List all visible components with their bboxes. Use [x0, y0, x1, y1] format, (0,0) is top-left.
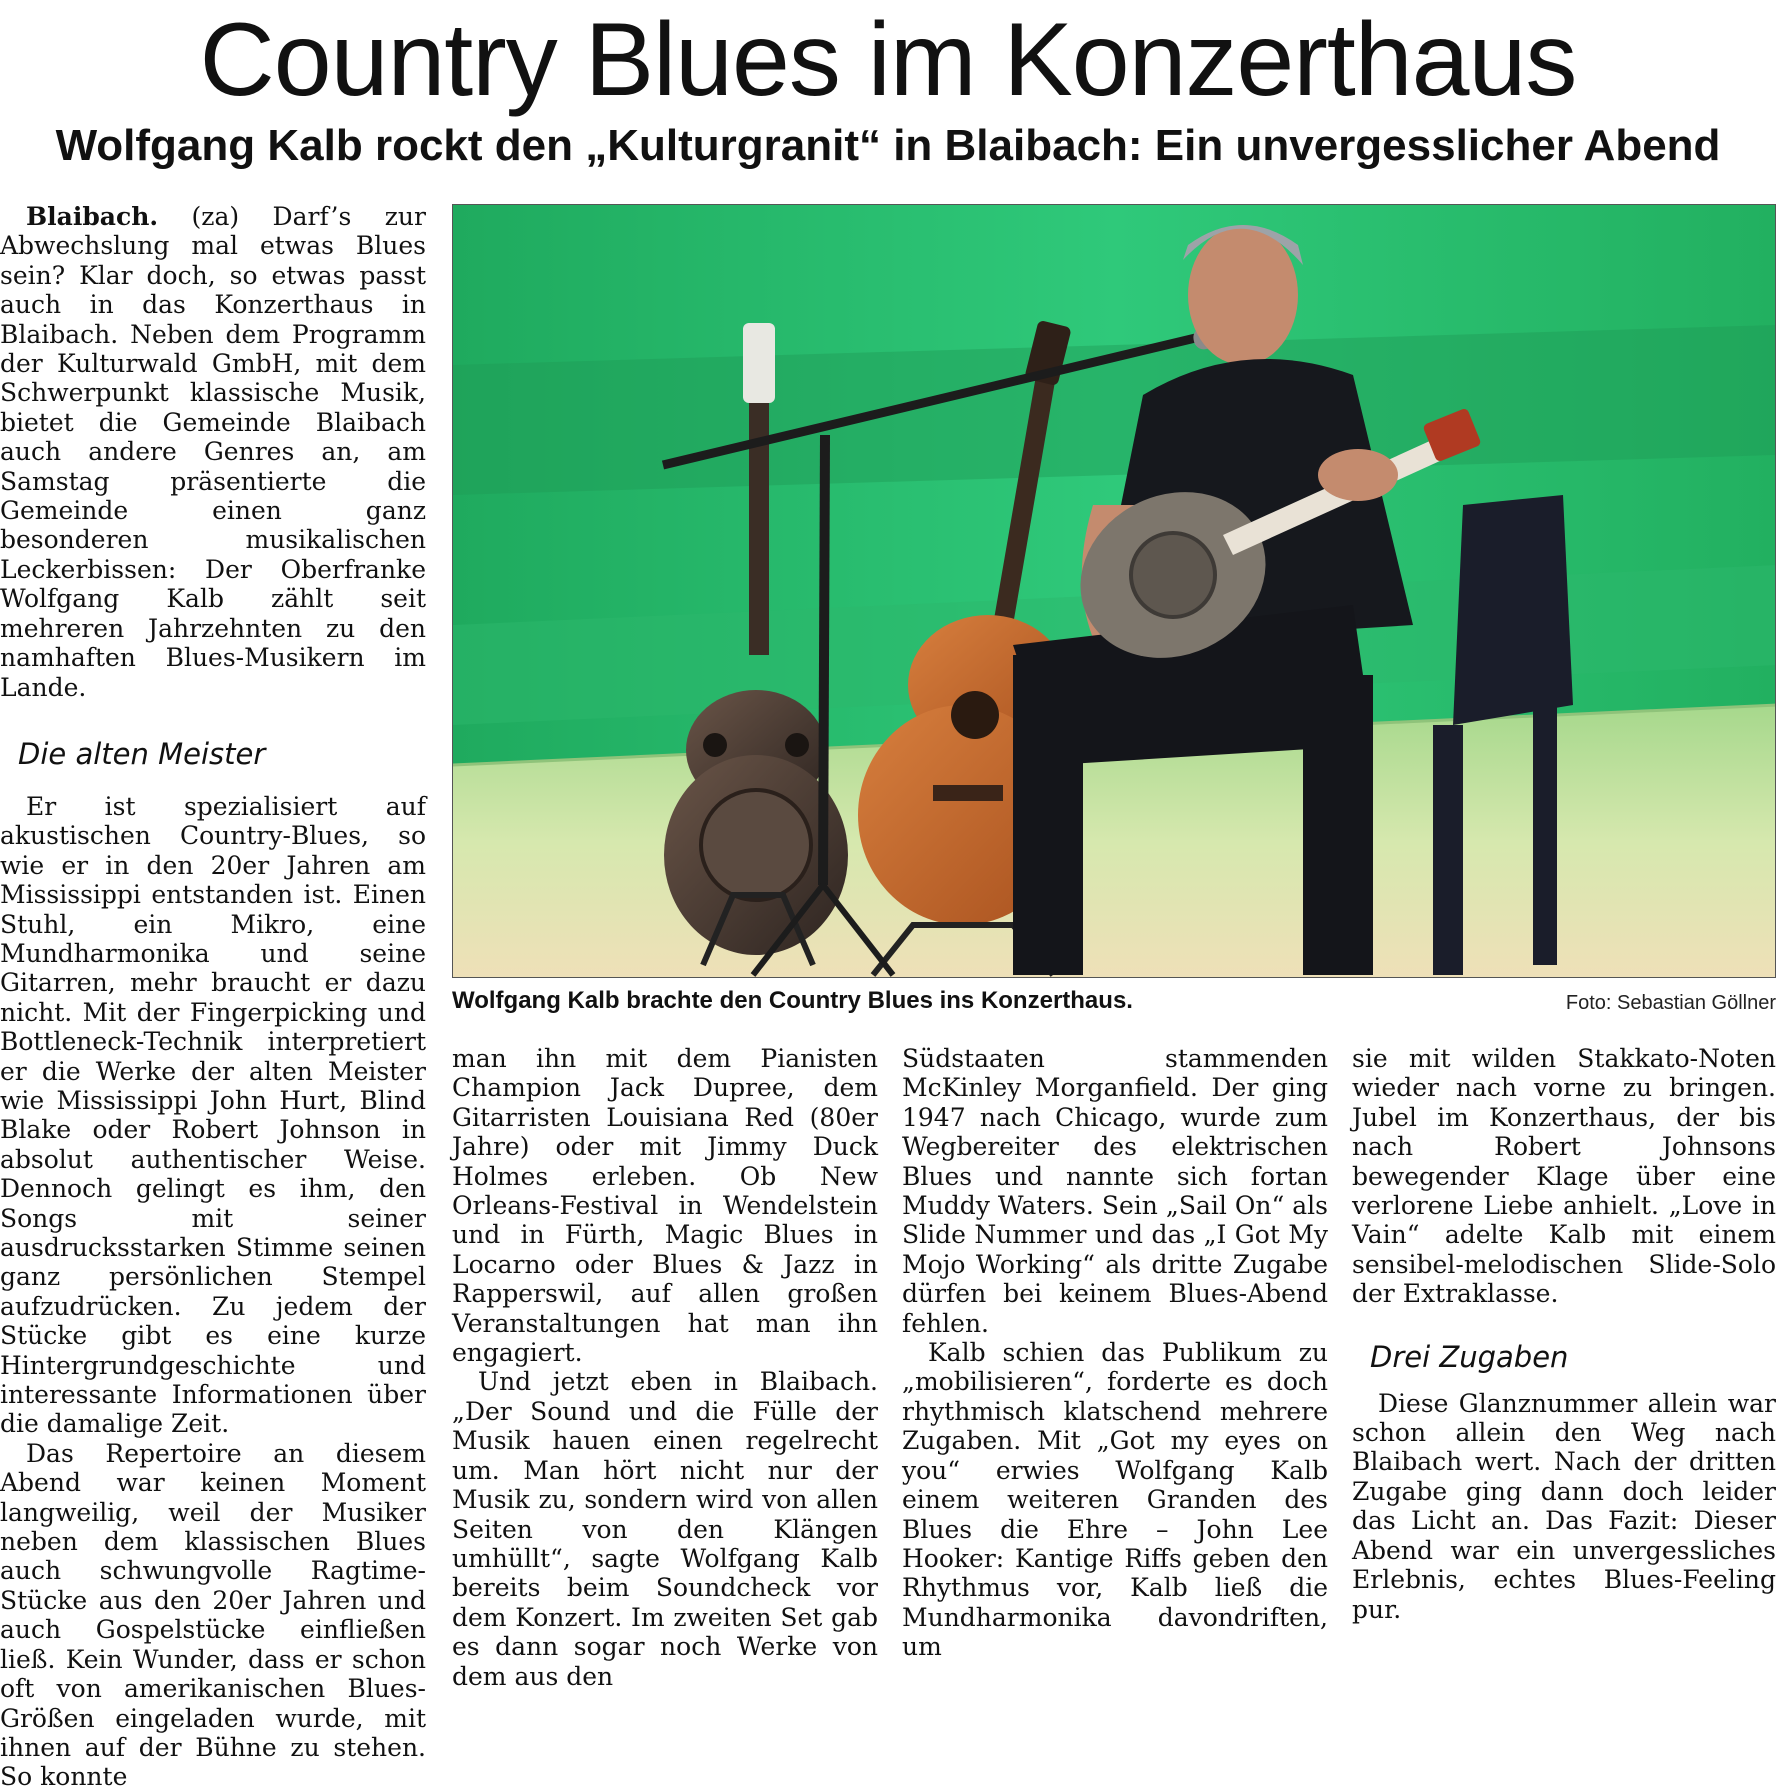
paragraph: sie mit wilden Stakkato-Noten wieder nach vorne zu bringen. Jubel im Konzerthaus, der bis nach Robert Johnsons bewegender Klage über eine verlorene Liebe anhielt. „Love in Vain“ adelte Kalb mit einem sensibel-melodischen Slide-Solo der Extraklasse. — [1352, 1044, 1776, 1309]
dateline: Blaibach. — [26, 202, 159, 231]
paragraph: Und jetzt eben in Blaibach. „Der Sound und die Fülle der Musik hauen einen regelrecht um. Man hört nicht nur der Musik zu, sondern wird von allen Seiten von den Klängen umhüllt“, sagte Wolfgang Kalb bereits beim Soundcheck vor dem Konzert. Im zweiten Set gab es dann sogar noch Werke von dem aus den — [452, 1367, 878, 1691]
subheading-drei-zugaben: Drei Zugaben — [1370, 1339, 1569, 1374]
subheadline: Wolfgang Kalb rockt den „Kulturgranit“ in Blaibach: Ein unvergesslicher Abend — [55, 121, 1721, 170]
article-column-2 — [452, 1044, 878, 1691]
photo-credit: Foto: Sebastian Göllner — [1565, 992, 1776, 1014]
concert-photo — [452, 204, 1776, 978]
paragraph: Er ist spezialisiert auf akustischen Country-Blues, so wie er in den 20er Jahren am Mississippi entstanden ist. Einen Stuhl, ein Mikro, eine Mundharmonika und seine Gitarren, mehr braucht er dazu nicht. Mit der Fingerpicking und Bottleneck-Technik interpretiert er die Werke der alten Meister wie Mississippi John Hurt, Blind Blake oder Robert Johnson in absolut authentischer Weise. Dennoch gelingt es ihm, den Songs mit seiner ausdrucksstarken Stimme seinen ganz persönlichen Stempel aufzudrücken. Zu jedem der Stücke gibt es eine kurze Hintergrundgeschichte und interessante Informationen über die damalige Zeit. — [0, 791, 426, 1439]
article-column-1 — [0, 202, 426, 1792]
article-column-3 — [902, 1044, 1328, 1662]
photo-caption: Wolfgang Kalb brachte den Country Blues ins Konzerthaus. — [452, 987, 1133, 1014]
paragraph: Südstaaten stammenden McKinley Morganfield. Der ging 1947 nach Chicago, wurde zum Wegbereiter des elektrischen Blues und nannte sich fortan Muddy Waters. Sein „Sail On“ als Slide Nummer und das „I Got My Mojo Working“ als dritte Zugabe dürfen bei keinem Blues-Abend fehlen. — [902, 1044, 1328, 1338]
headline: Country Blues im Konzerthaus — [199, 2, 1577, 118]
paragraph: Diese Glanznummer allein war schon allein den Weg nach Blaibach wert. Nach der dritten Zugabe ging dann doch leider das Licht an. Das Fazit: Dieser Abend war ein unvergessliches Erlebnis, echtes Blues-Feeling pur. — [1352, 1388, 1776, 1624]
paragraph: Kalb schien das Publikum zu „mobilisieren“, forderte es doch rhythmisch klatschend mehrere Zugaben. Mit „Got my eyes on you“ erwies Wolfgang Kalb einem weiteren Granden des Blues die Ehre – John Lee Hooker: Kantige Riffs geben den Rhythmus vor, Kalb ließ die Mundharmonika davondriften, um — [902, 1338, 1328, 1662]
paragraph: man ihn mit dem Pianisten Champion Jack Dupree, dem Gitarristen Louisiana Red (80er Jahre) oder mit Jimmy Duck Holmes erleben. Ob New Orleans-Festival in Wendelstein und in Fürth, Magic Blues in Locarno oder Blues & Jazz in Rapperswil, auf allen großen Veranstaltungen hat man ihn engagiert. — [452, 1044, 878, 1368]
intro-paragraph — [0, 202, 426, 702]
article-column-4 — [1352, 1044, 1776, 1624]
intro-text: (za) Darf’s zur Abwechslung mal etwas Blues sein? Klar doch, so etwas passt auch in das Konzerthaus in Blaibach. Neben dem Programm der Kulturwald GmbH, mit dem Schwerpunkt klassische Musik, bietet die Gemeinde Blaibach auch andere Genres an, am Samstag präsentierte die Gemeinde einen ganz besonderen musikalischen Leckerbissen: Der Oberfranke Wolfgang Kalb zählt seit mehreren Jahrzehnten zu den namhaften Blues-Musikern im Lande. — [0, 202, 426, 702]
subheading-die-alten-meister: Die alten Meister — [18, 736, 266, 771]
paragraph: Das Repertoire an diesem Abend war keinen Moment langweilig, weil der Musiker neben dem klassischen Blues auch schwungvolle Ragtime-Stücke aus den 20er Jahren und auch Gospelstücke einfließen ließ. Kein Wunder, dass er schon oft von amerikanischen Blues-Größen eingeladen wurde, mit ihnen auf der Bühne zu stehen. So konnte — [0, 1438, 426, 1792]
